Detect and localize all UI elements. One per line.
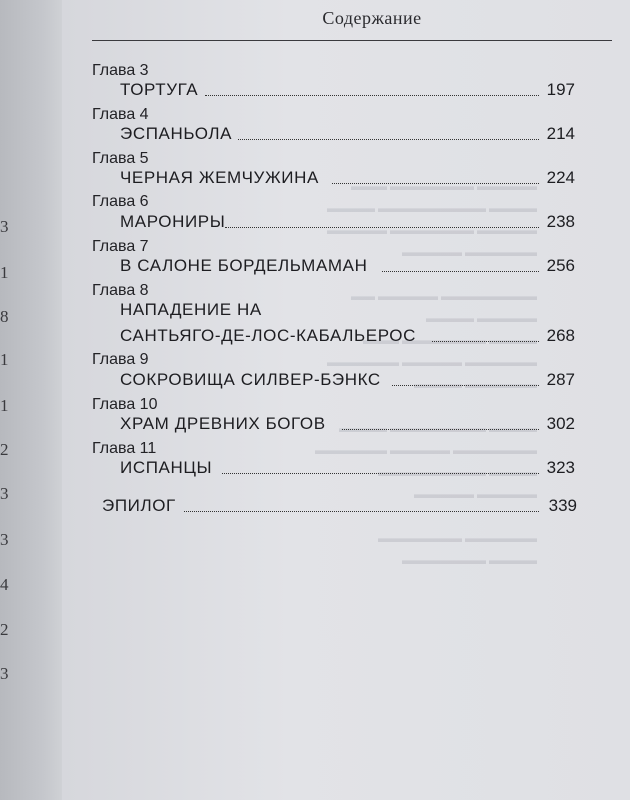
- chapter-title: В САЛОНЕ БОРДЕЛЬМАМАН: [120, 256, 368, 275]
- chapter-title-line1: НАПАДЕНИЕ НА: [120, 300, 262, 319]
- page-number: 268: [546, 326, 575, 345]
- dot-leader: [342, 429, 539, 430]
- page-number: 302: [546, 414, 575, 433]
- edge-number: 1: [0, 396, 9, 415]
- chapter-title: СОКРОВИЩА СИЛВЕР-БЭНКС: [120, 370, 381, 389]
- chapter-title: ЧЕРНАЯ ЖЕМЧУЖИНА: [120, 168, 319, 187]
- page-number: 287: [546, 370, 575, 389]
- page-number: 197: [546, 80, 575, 99]
- toc-entry[interactable]: [120, 76, 575, 100]
- chapter-title: ЭСПАНЬОЛА: [120, 124, 233, 143]
- edge-number: 1: [0, 263, 9, 282]
- page-number: 238: [546, 212, 575, 231]
- chapter-label: Глава 4: [92, 106, 149, 123]
- toc-entry[interactable]: [120, 454, 575, 478]
- edge-number: 8: [0, 307, 9, 326]
- bleed-through-text: ▬▬▬▬▬ ▬▬▬▬▬▬▬ ▬▬▬ ▬▬▬▬ ▬▬▬▬▬▬▬▬▬ ▬▬▬▬ ▬▬▬▬▬ ▬▬▬▬▬▬▬ ▬▬▬▬▬ ▬▬▬▬▬▬ ▬▬▬▬▬ ▬▬▬▬▬▬▬▬ ▬▬▬▬▬ ▬▬ ▬▬▬▬▬ ▬▬▬▬ ▬▬▬▬ ▬▬▬▬▬▬▬ ▬▬▬ ▬▬▬▬▬▬ ▬▬▬▬▬ ▬▬▬▬▬▬ ▬▬▬▬▬▬ ▬▬▬▬ ▬▬▬▬ ▬▬▬▬▬▬▬▬ ▬▬▬▬ ▬▬▬▬▬▬▬ ▬▬▬▬▬ ▬▬▬▬▬▬ ▬▬▬▬ ▬▬▬▬▬▬▬▬▬ ▬▬▬▬▬ ▬▬▬▬▬ ▬▬▬▬▬▬ ▬▬▬▬▬▬▬ ▬▬▬▬ ▬▬▬▬▬▬▬: [315, 179, 537, 567]
- dot-leader: [382, 271, 539, 272]
- dot-leader: [184, 511, 539, 512]
- toc-entry-epilogue[interactable]: [102, 492, 577, 516]
- chapter-label: Глава 10: [92, 396, 158, 413]
- dot-leader: [332, 183, 539, 184]
- toc-entry[interactable]: [120, 252, 575, 276]
- edge-number: 1: [0, 350, 9, 369]
- chapter-title: ИСПАНЦЫ: [120, 458, 213, 477]
- table-of-contents: [62, 0, 630, 800]
- chapter-title: ХРАМ ДРЕВНИХ БОГОВ: [120, 414, 326, 433]
- page-number: 339: [548, 496, 577, 515]
- edge-number: 4: [0, 575, 9, 594]
- edge-number: 3: [0, 484, 9, 503]
- dot-leader: [392, 385, 539, 386]
- edge-number: 2: [0, 440, 9, 459]
- chapter-label: Глава 8: [92, 282, 149, 299]
- chapter-label: Глава 9: [92, 351, 149, 368]
- chapter-label: Глава 6: [92, 193, 149, 210]
- edge-number: 3: [0, 530, 9, 549]
- page-title: Содержание: [322, 8, 422, 28]
- dot-leader: [432, 341, 539, 342]
- toc-entry[interactable]: [120, 410, 575, 434]
- page-number: 214: [546, 124, 575, 143]
- chapter-label: Глава 11: [92, 440, 157, 457]
- dot-leader: [205, 95, 539, 96]
- chapter-title: САНТЬЯГО-ДЕ-ЛОС-КАБАЛЬЕРОС: [120, 326, 416, 345]
- page-number: 224: [546, 168, 575, 187]
- toc-entry[interactable]: [120, 366, 575, 390]
- facing-page-edge: [0, 0, 62, 800]
- chapter-title: ТОРТУГА: [120, 80, 199, 99]
- toc-entry[interactable]: [120, 322, 575, 346]
- edge-number: 3: [0, 664, 9, 683]
- chapter-label: Глава 3: [92, 62, 149, 79]
- chapter-label: Глава 7: [92, 238, 149, 255]
- edge-number: 3: [0, 217, 9, 236]
- epilogue-title: ЭПИЛОГ: [102, 496, 176, 515]
- dot-leader: [238, 139, 539, 140]
- page-number: 323: [546, 458, 575, 477]
- dot-leader: [222, 473, 539, 474]
- chapter-title: МАРОНИРЫ: [120, 212, 226, 231]
- toc-entry[interactable]: [120, 120, 575, 144]
- book-page: [62, 0, 630, 800]
- dot-leader: [225, 227, 539, 228]
- toc-entry[interactable]: [120, 164, 575, 188]
- toc-entry[interactable]: [120, 208, 575, 232]
- edge-number: 2: [0, 620, 9, 639]
- chapter-label: Глава 5: [92, 150, 149, 167]
- page-number: 256: [546, 256, 575, 275]
